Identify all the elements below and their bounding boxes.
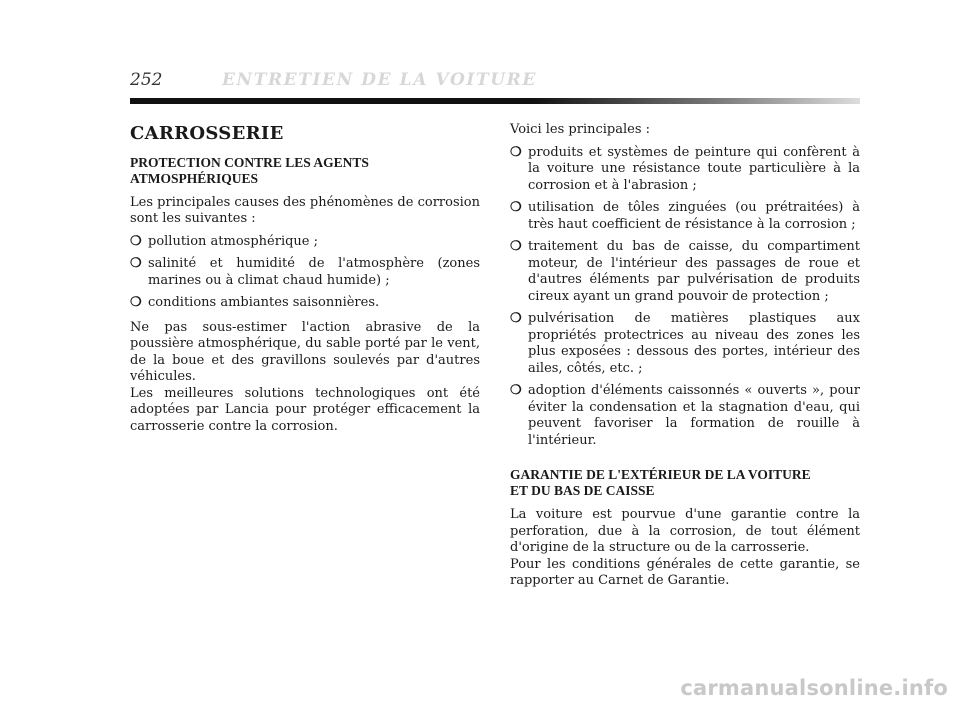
list-item — [510, 311, 860, 377]
body-paragraph: La voiture est pourvue d'une garantie contre la perforation, due à la corrosion, de tout élément d'origine de la structure ou de la carrosserie. — [510, 507, 860, 555]
intro-paragraph: Voici les principales : — [510, 122, 651, 137]
list-item — [130, 256, 480, 289]
subheading-line: ET DU BAS DE CAISSE — [510, 483, 655, 498]
header-rule — [130, 98, 860, 104]
list-item-text: traitement du bas de caisse, du compartiment moteur, de l'intérieur des passages de roue et d'autres éléments par pulvérisation de produits cireux ayant un grand pouvoir de protection ; — [528, 239, 860, 304]
body-paragraph: Pour les conditions générales de cette garantie, se rapporter au Carnet de Garantie. — [510, 556, 860, 588]
circle-bullet-icon: ❍ — [510, 383, 522, 398]
list-item — [510, 145, 860, 195]
subheading-line: GARANTIE DE L'EXTÉRIEUR DE LA VOITURE — [510, 467, 811, 482]
list-item — [510, 383, 860, 449]
subheading-line: ATMOSPHÉRIQUES — [130, 170, 259, 186]
list-item-text: salinité et humidité de l'atmosphère (zones marines ou à climat chaud humide) ; — [148, 256, 480, 288]
right-column — [510, 122, 860, 596]
body-paragraph: Les meilleures solutions technologiques ont été adoptées par Lancia pour protéger efficacement la carrosserie contre la corrosion. — [130, 385, 480, 434]
circle-bullet-icon: ❍ — [130, 233, 142, 249]
subheading-protection — [130, 155, 480, 187]
list-item-text: pollution atmosphérique ; — [148, 233, 319, 249]
list-item — [510, 200, 860, 233]
list-item-text: utilisation de tôles zinguées (ou prétraitées) à très haut coefficient de résistance à la corrosion ; — [528, 200, 860, 232]
watermark-text: carmanualsonline.info — [680, 676, 948, 700]
subheading-garantie — [510, 467, 860, 499]
left-column — [130, 122, 480, 441]
list-item-text: produits et systèmes de peinture qui confèrent à la voiture une résistance toute particulière à la corrosion et à l'abrasion ; — [528, 144, 860, 193]
circle-bullet-icon: ❍ — [510, 200, 522, 215]
circle-bullet-icon: ❍ — [510, 239, 522, 254]
list-item-text: conditions ambiantes saisonnières. — [148, 295, 380, 310]
circle-bullet-icon: ❍ — [130, 256, 142, 271]
page-number: 252 — [130, 70, 163, 90]
section-title: CARROSSERIE — [130, 123, 284, 144]
list-item — [510, 239, 860, 305]
causes-list — [130, 234, 480, 312]
subheading-line: PROTECTION CONTRE LES AGENTS — [130, 154, 369, 170]
circle-bullet-icon: ❍ — [510, 144, 522, 160]
list-item — [130, 234, 480, 251]
list-item — [130, 295, 480, 312]
list-item-text: adoption d'éléments caissonnés « ouverts », pour éviter la condensation et la stagnation d'eau, qui peuvent favoriser la formation de rouille à l'intérieur. — [528, 383, 860, 448]
spacer — [510, 457, 860, 467]
solutions-list — [510, 145, 860, 450]
circle-bullet-icon: ❍ — [130, 295, 142, 310]
list-item-text: pulvérisation de matières plastiques aux propriétés protectrices au niveau des zones les plus exposées : dessous des portes, intérieur des ailes, côtés, etc. ; — [528, 311, 860, 376]
body-paragraph: Ne pas sous-estimer l'action abrasive de la poussière atmosphérique, du sable porté par le vent, de la boue et des gravillons soulevés par d'autres véhicules. — [130, 319, 480, 384]
chapter-title: ENTRETIEN DE LA VOITURE — [222, 70, 537, 90]
intro-paragraph: Les principales causes des phénomènes de corrosion sont les suivantes : — [130, 194, 480, 226]
circle-bullet-icon: ❍ — [510, 311, 522, 326]
